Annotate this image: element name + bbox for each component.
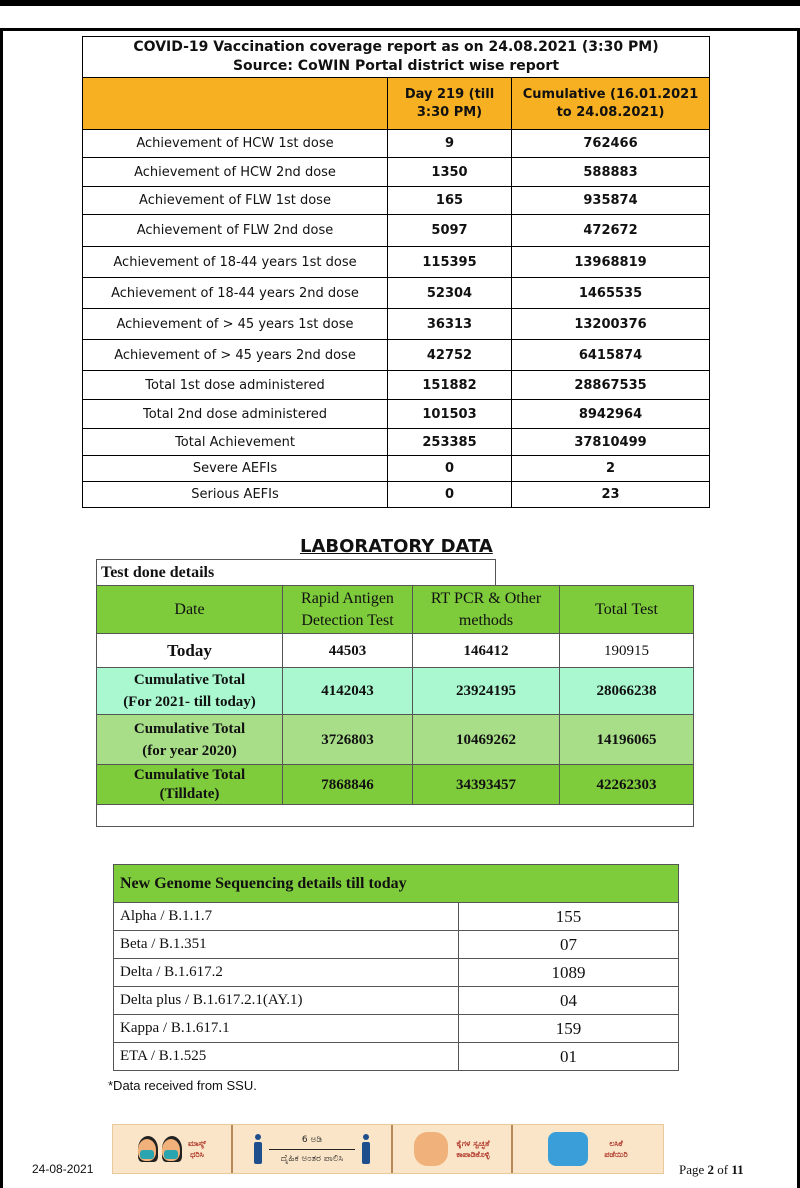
rapid-value: 4142043: [283, 668, 413, 715]
variant-name: ETA / B.1.525: [114, 1043, 459, 1071]
vaccination-report: [82, 36, 710, 508]
rtpcr-value: 10469262: [413, 715, 560, 765]
table-row: [83, 456, 710, 482]
row-label: Achievement of HCW 2nd dose: [83, 158, 388, 187]
handwash-text: [456, 1138, 489, 1160]
covid-safety-banner: [112, 1124, 664, 1174]
rapid-header-line1: Rapid Antigen: [301, 589, 394, 607]
lab-title: LABORATORY DATA: [300, 536, 493, 557]
cumulative-header-line1: Cumulative (16.01.2021: [522, 86, 699, 102]
table-row: [83, 130, 710, 158]
table-row: [114, 959, 679, 987]
page-total: 11: [731, 1162, 744, 1177]
day-value: 52304: [388, 278, 512, 309]
row-label-line2: (for year 2020): [142, 742, 237, 759]
vaccination-label-header: [83, 78, 388, 130]
table-row: [83, 340, 710, 371]
rtpcr-header-line1: RT PCR & Other: [430, 589, 542, 607]
rtpcr-value: 146412: [413, 634, 560, 668]
handwash-section: [393, 1125, 513, 1173]
rapid-value: 3726803: [283, 715, 413, 765]
vaccine-text-line2: ಪಡೆಯಿರಿ: [604, 1150, 628, 1159]
footnote: *Data received from SSU.: [108, 1078, 257, 1093]
rapid-header: [283, 586, 413, 634]
row-label: Achievement of HCW 1st dose: [83, 130, 388, 158]
row-label-line1: Cumulative Total: [133, 766, 246, 783]
footer-date: 24-08-2021: [32, 1162, 94, 1176]
cumulative-value: 472672: [512, 215, 710, 247]
vaccine-text-line1: ಲಸಿಕೆ: [609, 1139, 623, 1148]
day-value: 0: [388, 482, 512, 508]
table-row: [83, 309, 710, 340]
table-row: [114, 987, 679, 1015]
top-bar: [0, 0, 800, 6]
cumulative-value: 2: [512, 456, 710, 482]
vaccination-table: [82, 77, 710, 508]
mask-text-line1: ಮಾಸ್ಕ್: [187, 1139, 207, 1148]
cumulative-value: 6415874: [512, 340, 710, 371]
day-value: 1350: [388, 158, 512, 187]
genome-table: [113, 864, 679, 1071]
double-arrow-icon: [269, 1149, 355, 1150]
row-label-line1: Cumulative Total: [133, 672, 246, 688]
cumulative-value: 37810499: [512, 429, 710, 456]
table-row: [83, 400, 710, 429]
row-label-line2: (For 2021- till today): [123, 694, 256, 710]
vaccine-text: [604, 1138, 627, 1160]
total-value: 42262303: [560, 765, 694, 805]
lab-section-title: Test done details: [96, 559, 496, 585]
handwash-text-line1: ಕೈಗಳ ಸ್ವಚ್ಛತೆ: [456, 1139, 490, 1148]
mask-section: [113, 1125, 233, 1173]
row-label-line2: (Tilldate): [159, 785, 220, 802]
variant-count: 07: [459, 931, 679, 959]
cumulative-column-header: [512, 78, 710, 130]
day-header-line2: 3:30 PM): [416, 104, 483, 120]
distance-top-text: 6 ಅಡಿ: [301, 1134, 323, 1145]
rapid-header-line2: Detection Test: [301, 611, 394, 629]
cumulative-value: 588883: [512, 158, 710, 187]
lab-table-footer: [96, 805, 694, 827]
variant-count: 01: [459, 1043, 679, 1071]
table-row: [83, 429, 710, 456]
table-row: [114, 903, 679, 931]
lab-data-table: [96, 559, 694, 827]
variant-count: 1089: [459, 959, 679, 987]
day-value: 253385: [388, 429, 512, 456]
table-row: [114, 1043, 679, 1071]
cumulative-header-line2: to 24.08.2021): [556, 104, 665, 120]
row-label: Achievement of > 45 years 2nd dose: [83, 340, 388, 371]
table-row: [83, 278, 710, 309]
day-value: 36313: [388, 309, 512, 340]
row-label: [97, 668, 283, 715]
vaccination-header-row: [83, 78, 710, 130]
day-value: 115395: [388, 247, 512, 278]
vaccine-section: [513, 1125, 663, 1173]
day-value: 165: [388, 187, 512, 215]
table-row: [114, 1015, 679, 1043]
page-current: 2: [707, 1162, 715, 1177]
lab-row-cumulative-tilldate: [97, 765, 694, 805]
cumulative-value: 935874: [512, 187, 710, 215]
day-value: 101503: [388, 400, 512, 429]
variant-name: Kappa / B.1.617.1: [114, 1015, 459, 1043]
day-value: 0: [388, 456, 512, 482]
row-label: Achievement of 18-44 years 1st dose: [83, 247, 388, 278]
lab-row-cumulative-2021: [97, 668, 694, 715]
person-icon: [253, 1134, 263, 1164]
vaccination-doctor-icon: [548, 1132, 588, 1166]
cumulative-value: 13968819: [512, 247, 710, 278]
row-label: Severe AEFIs: [83, 456, 388, 482]
day-column-header: [388, 78, 512, 130]
distance-section: [233, 1125, 393, 1173]
row-label-line1: Cumulative Total: [133, 720, 246, 737]
row-label: Today: [97, 634, 283, 668]
row-label: Achievement of > 45 years 1st dose: [83, 309, 388, 340]
day-value: 9: [388, 130, 512, 158]
rtpcr-value: 34393457: [413, 765, 560, 805]
table-row: [83, 371, 710, 400]
table-row: [83, 215, 710, 247]
cumulative-value: 762466: [512, 130, 710, 158]
masked-man-icon: [138, 1136, 158, 1162]
row-label: [97, 765, 283, 805]
day-value: 151882: [388, 371, 512, 400]
rtpcr-value: 23924195: [413, 668, 560, 715]
table-row: [83, 187, 710, 215]
table-row: [83, 158, 710, 187]
total-value: 28066238: [560, 668, 694, 715]
table-row: [83, 247, 710, 278]
cumulative-value: 23: [512, 482, 710, 508]
day-value: 42752: [388, 340, 512, 371]
lab-header-row: [97, 586, 694, 634]
rapid-value: 44503: [283, 634, 413, 668]
lab-row-cumulative-2020: [97, 715, 694, 765]
variant-name: Delta / B.1.617.2: [114, 959, 459, 987]
variant-count: 04: [459, 987, 679, 1015]
variant-count: 155: [459, 903, 679, 931]
variant-name: Beta / B.1.351: [114, 931, 459, 959]
day-header-line1: Day 219 (till: [404, 86, 495, 102]
day-value: 5097: [388, 215, 512, 247]
cumulative-value: 28867535: [512, 371, 710, 400]
row-label: Total Achievement: [83, 429, 388, 456]
vaccination-title: COVID-19 Vaccination coverage report as on 24.08.2021 (3:30 PM): [133, 39, 659, 55]
person-icon: [361, 1134, 371, 1164]
variant-name: Delta plus / B.1.617.2.1(AY.1): [114, 987, 459, 1015]
rapid-value: 7868846: [283, 765, 413, 805]
genome-title: New Genome Sequencing details till today: [114, 865, 679, 903]
total-value: 190915: [560, 634, 694, 668]
mask-text: [188, 1138, 206, 1160]
row-label: Achievement of FLW 2nd dose: [83, 215, 388, 247]
handwash-text-line2: ಕಾಪಾಡಿಕೊಳ್ಳಿ: [456, 1150, 490, 1159]
variant-name: Alpha / B.1.1.7: [114, 903, 459, 931]
mask-text-line2: ಧರಿಸಿ: [190, 1150, 204, 1159]
lab-table: [96, 585, 694, 805]
handwash-icon: [414, 1132, 448, 1166]
row-label: Achievement of 18-44 years 2nd dose: [83, 278, 388, 309]
distance-arrow: [269, 1135, 355, 1164]
date-header: Date: [97, 586, 283, 634]
row-label: Total 1st dose administered: [83, 371, 388, 400]
total-header: Total Test: [560, 586, 694, 634]
row-label: Achievement of FLW 1st dose: [83, 187, 388, 215]
distance-bottom-text: ದೈಹಿಕ ಅಂತರ ಪಾಲಿಸಿ: [280, 1153, 344, 1164]
page-prefix: Page: [679, 1162, 708, 1177]
page-number: [679, 1162, 744, 1178]
page-mid: of: [714, 1162, 732, 1177]
masked-woman-icon: [162, 1136, 182, 1162]
table-row: [114, 931, 679, 959]
row-label: Total 2nd dose administered: [83, 400, 388, 429]
cumulative-value: 13200376: [512, 309, 710, 340]
total-value: 14196065: [560, 715, 694, 765]
row-label: [97, 715, 283, 765]
table-row: [83, 482, 710, 508]
row-label: Serious AEFIs: [83, 482, 388, 508]
genome-header-row: [114, 865, 679, 903]
cumulative-value: 8942964: [512, 400, 710, 429]
vaccination-source: Source: CoWIN Portal district wise report: [232, 58, 560, 74]
rtpcr-header-line2: methods: [458, 611, 514, 629]
rtpcr-header: [413, 586, 560, 634]
variant-count: 159: [459, 1015, 679, 1043]
lab-row-today: [97, 634, 694, 668]
cumulative-value: 1465535: [512, 278, 710, 309]
vaccination-header: [82, 36, 710, 77]
